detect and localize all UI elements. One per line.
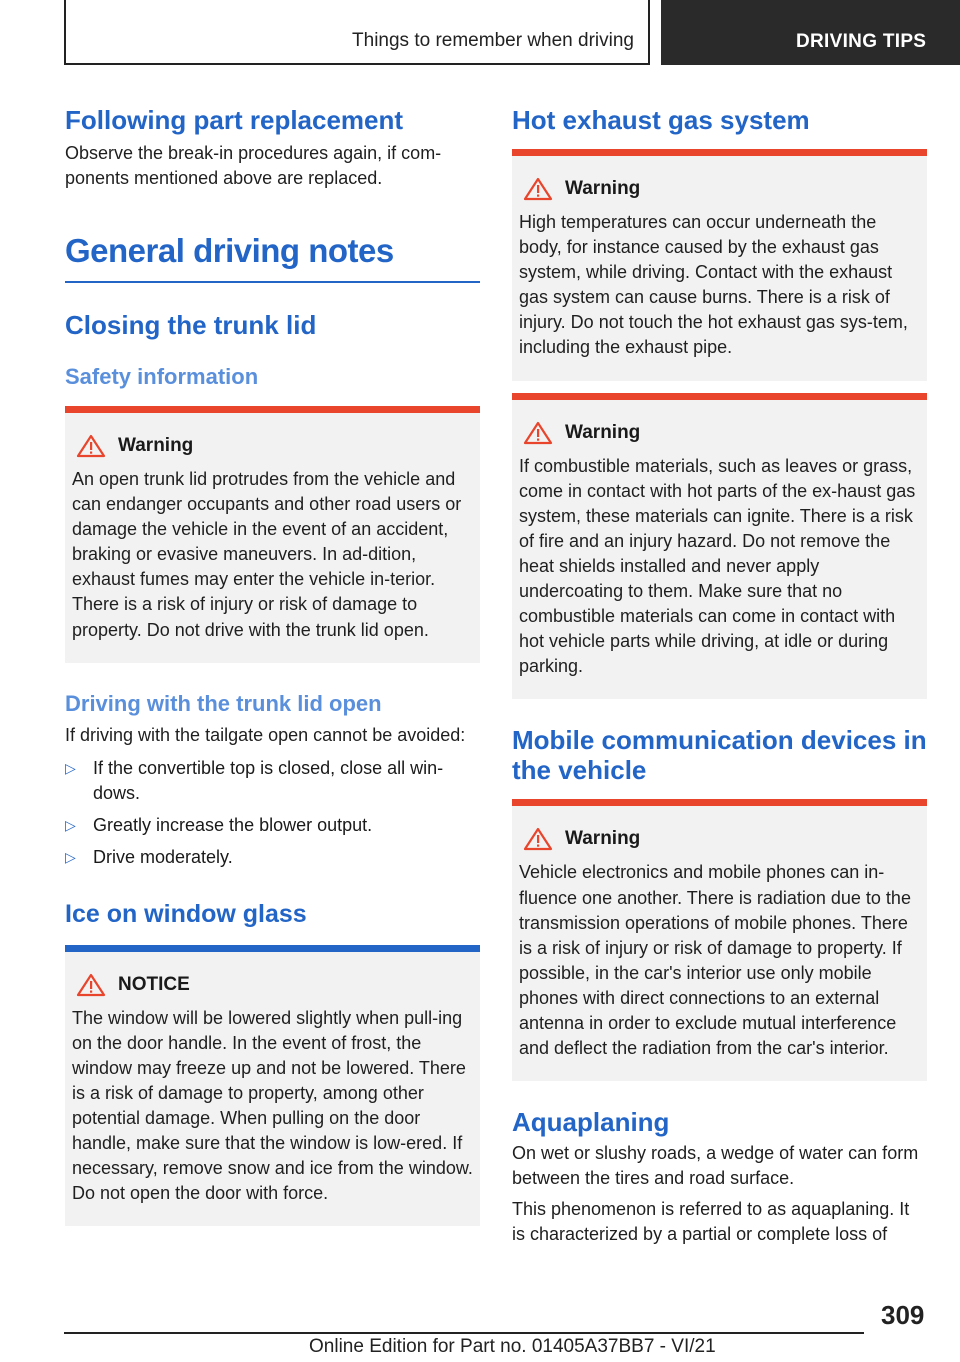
driving-open-text: If driving with the tailgate open cannot be avoided: bbox=[65, 724, 466, 745]
mobile-title: Mobile communication devices in the vehicle bbox=[512, 725, 927, 786]
aquaplaning-text-2: This phenomenon is referred to as aquaplaning. It is characterized by a partial or complete loss of bbox=[512, 1199, 910, 1245]
trunk-title: Closing the trunk lid bbox=[65, 310, 317, 340]
section-title: Things to remember when driving bbox=[352, 30, 634, 51]
notice-label: NOTICE bbox=[118, 973, 190, 995]
warning-text: High temperatures can occur underneath the body, for instance caused by the exhaust gas system, while driving. Contact with the exhaust gas system can cause burns. There is a risk of injury. Do not touch the hot exhaust gas sys-tem, including the exhaust pipe. bbox=[519, 212, 908, 358]
warning-label: Warning bbox=[565, 828, 641, 850]
aquaplaning-title: Aquaplaning bbox=[512, 1107, 670, 1138]
warning-triangle-icon bbox=[523, 177, 553, 201]
chapter-tab[interactable] bbox=[661, 0, 960, 65]
header-left-rule bbox=[64, 0, 66, 64]
general-driving-title: General driving notes bbox=[65, 232, 394, 269]
footer-rule bbox=[64, 1332, 864, 1334]
driving-open-list bbox=[65, 756, 480, 870]
list-item: ▷ Greatly increase the blower output. bbox=[65, 813, 480, 838]
warning-box-exhaust-heat bbox=[512, 149, 927, 381]
exhaust-title: Hot exhaust gas system bbox=[512, 105, 810, 135]
right-column bbox=[512, 100, 927, 1247]
following-text: Observe the break-in procedures again, if com-ponents mentioned above are replaced. bbox=[65, 143, 442, 188]
warning-label: Warning bbox=[118, 435, 194, 456]
warning-text: An open trunk lid protrudes from the vehicle and can endanger occupants and other road users or damage the vehicle in the event of an accident, braking or evasive maneuvers. In ad-dition, exhaust fumes may enter the vehicle in-terior. There is a risk of injury or risk of damage to property. Do not drive with the trunk lid open. bbox=[72, 469, 462, 640]
warning-box-combustible bbox=[512, 393, 927, 700]
driving-open-title: Driving with the trunk lid open bbox=[65, 690, 382, 716]
warning-triangle-icon bbox=[523, 827, 553, 851]
warning-text: If combustible materials, such as leaves or grass, come in contact with hot parts of the ex-haust gas system, these materials can ignite. There is a risk of fire and an injury hazard. Do not remove the heat shields installed and never apply undercoating to them. Make sure that no combustible materials can come in contact with hot vehicle parts while driving, at idle or during parking. bbox=[519, 455, 916, 677]
ice-title: Ice on window glass bbox=[65, 899, 307, 928]
warning-triangle-icon bbox=[76, 434, 106, 458]
warning-label: Warning bbox=[565, 178, 641, 199]
warning-box-trunk bbox=[65, 406, 480, 663]
notice-box-ice bbox=[65, 945, 480, 1227]
left-column bbox=[65, 100, 480, 1226]
warning-label: Warning bbox=[565, 421, 641, 443]
chapter-tab-label: DRIVING TIPS bbox=[796, 31, 927, 52]
triangle-bullet-icon: ▷ bbox=[65, 759, 76, 776]
notice-text: The window will be lowered slightly when pull-ing on the door handle. In the event of frost, the window may freeze up and not be lowered. There is a risk of damage to property, among other potential damage. When pulling on the door handle, make sure that the window is low-ered. If necessary, remove snow and ice from the window. Do not open the door with force. bbox=[72, 1007, 473, 1204]
header-right-rule bbox=[648, 0, 650, 65]
header-bottom-rule bbox=[64, 63, 648, 65]
triangle-bullet-icon: ▷ bbox=[65, 816, 76, 833]
notice-triangle-icon bbox=[76, 973, 106, 997]
warning-text: Vehicle electronics and mobile phones can in-fluence one another. There is radiation due to the transmission operations of mobile phones. There is a risk of injury or risk of damage to property. If possible, in the car's interior use only mobile phones with direct connections to an external antenna in order to exclude mutual interference and deflect the radiation from the car's interior. bbox=[519, 862, 911, 1059]
triangle-bullet-icon: ▷ bbox=[65, 848, 76, 865]
edition-text: Online Edition for Part no. 01405A37BB7 - VI/21 bbox=[309, 1336, 716, 1357]
aquaplaning-text-1: On wet or slushy roads, a wedge of water can form between the tires and road surface. bbox=[512, 1143, 919, 1189]
following-title: Following part replacement bbox=[65, 105, 404, 135]
safety-title: Safety information bbox=[65, 364, 259, 389]
list-item: ▷ Drive moderately. bbox=[65, 845, 480, 870]
list-item: ▷ If the convertible top is closed, close all win-dows. bbox=[65, 757, 444, 803]
page-number: 309 bbox=[881, 1300, 925, 1330]
warning-box-mobile bbox=[512, 799, 927, 1081]
warning-triangle-icon bbox=[523, 421, 553, 445]
